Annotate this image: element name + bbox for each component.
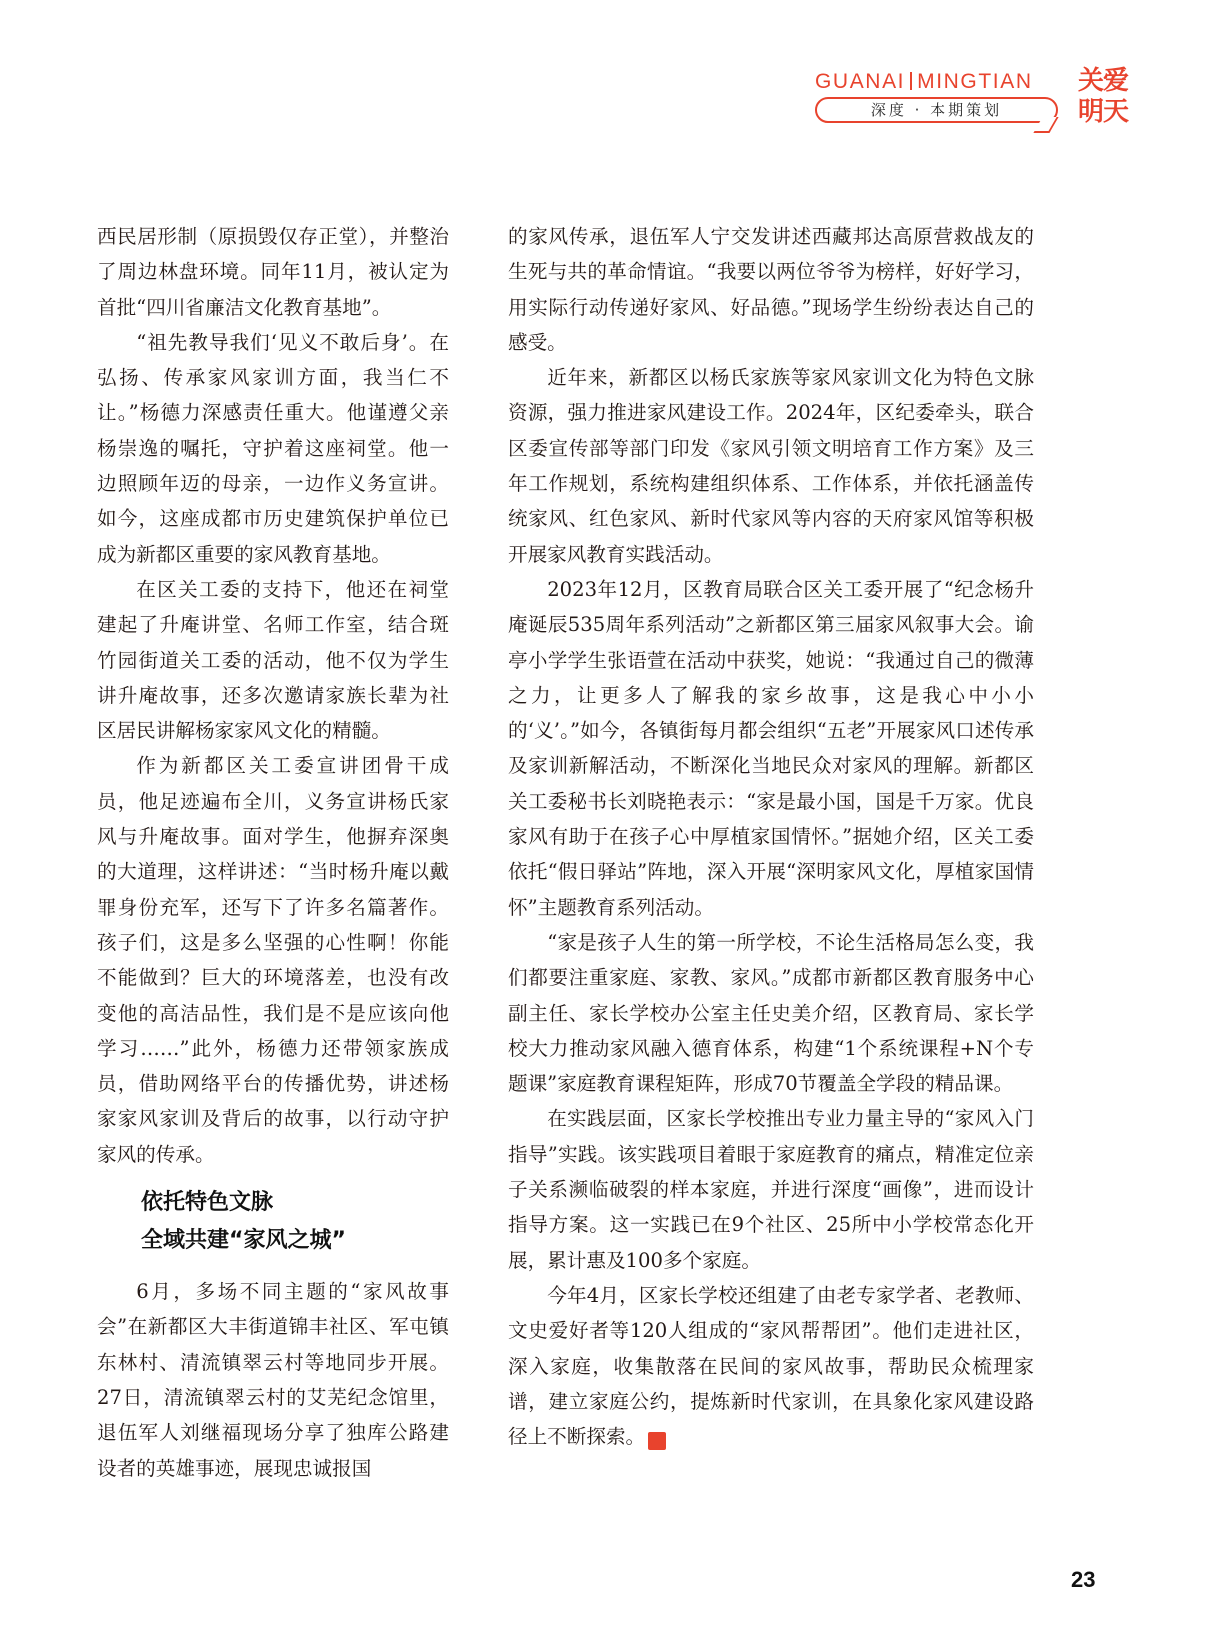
- paragraph: 在区关工委的支持下，他还在祠堂建起了升庵讲堂、名师工作室，结合斑竹园街道关工委的活动，他不仅为学生讲升庵故事，还多次邀请家族长辈为社区居民讲解杨家家风文化的精髓。: [97, 577, 449, 743]
- paragraph: 西民居形制（原损毁仅存正堂），并整治了周边林盘环境。同年11月，被认定为首批“四川省廉洁文化教育基地”。: [97, 225, 449, 319]
- paragraph: 2023年12月，区教育局联合区关工委开展了“纪念杨升庵诞辰535周年系列活动”之新都区第三届家风叙事大会。谕亭小学学生张语萱在活动中获奖，她说：“我通过自己的微薄之力，让更多人了解我的家乡故事，这是我心中小小的‘义’。”如今，各镇街每月都会组织“五老”开展家风口述传承及家训新解活动，不断深化当地民众对家风的理解。新都区关工委秘书长刘晓艳表示：“家是最小国，国是千万家。优良家风有助于在孩子心中厚植家国情怀。”据她介绍，区关工委依托“假日驿站”阵地，深入开展“深明家风文化，厚植家国情怀”主题教育系列活动。: [508, 577, 1034, 919]
- logo-line-2: 明天: [1078, 97, 1129, 127]
- heading-line-1: 依托特色文脉: [141, 1190, 274, 1216]
- paragraph: 作为新都区关工委宣讲团骨干成员，他足迹遍布全川，义务宣讲杨氏家风与升庵故事。面对学生，他摒弃深奥的大道理，这样讲述：“当时杨升庵以戴罪身份充军，还写下了许多名篇著作。孩子们，这是多么坚强的心性啊！你能不能做到？巨大的环境落差，也没有改变他的高洁品性，我们是不是应该向他学习……”此外，杨德力还带领家族成员，借助网络平台的传播优势，讲述杨家家风家训及背后的故事，以行动守护家风的传承。: [97, 754, 449, 1166]
- paragraph: 的家风传承，退伍军人宁交发讲述西藏邦达高原营救战友的生死与共的革命情谊。“我要以两位爷爷为榜样，好好学习，用实际行动传递好家风、好品德。”现场学生纷纷表达自己的感受。: [508, 225, 1034, 354]
- brand-divider: [910, 72, 912, 90]
- heading-line-2: 全域共建“家风之城”: [141, 1228, 346, 1254]
- paragraph: “家是孩子人生的第一所学校，不论生活格局怎么变，我们都要注重家庭、家教、家风。”成都市新都区教育服务中心副主任、家长学校办公室主任史美介绍，区教育局、家长学校大力推动家风融入德育体系，构建“1个系统课程+N个专题课”家庭教育课程矩阵，形成70节覆盖全学段的精品课。: [508, 930, 1034, 1096]
- page-number: 23: [1071, 1567, 1096, 1592]
- section-label: 深度 · 本期策划: [815, 97, 1058, 123]
- magazine-logo: [1078, 66, 1128, 130]
- brand-left: GUANAI: [815, 70, 906, 93]
- paragraph: 近年来，新都区以杨氏家族等家风家训文化为特色文脉资源，强力推进家风建设工作。2024年，区纪委牵头，联合区委宣传部等部门印发《家风引领文明培育工作方案》及三年工作规划，系统构建组织体系、工作体系，并依托涵盖传统家风、红色家风、新时代家风等内容的天府家风馆等积极开展家风教育实践活动。: [508, 366, 1034, 566]
- masthead-english: [815, 70, 1070, 94]
- logo-line-1: 关爱: [1078, 66, 1129, 96]
- section-heading: [141, 1184, 449, 1260]
- paragraph: 6月，多场不同主题的“家风故事会”在新都区大丰街道锦丰社区、军屯镇东林村、清流镇翠云村等地同步开展。27日，清流镇翠云村的艾芜纪念馆里，退伍军人刘继福现场分享了独库公路建设者的英雄事迹，展现忠诚报国: [97, 1280, 449, 1480]
- paragraph-text: 今年4月，区家长学校还组建了由老专家学者、老教师、文史爱好者等120人组成的“家风帮帮团”。他们走进社区，深入家庭，收集散落在民间的家风故事，帮助民众梳理家谱，建立家庭公约，提炼新时代家训，在具象化家风建设路径上不断探索。: [508, 1283, 1034, 1449]
- masthead: [815, 66, 1195, 136]
- paragraph: “祖先教导我们‘见义不敢后身’。在弘扬、传承家风家训方面，我当仁不让。”杨德力深感责任重大。他谨遵父亲杨崇逸的嘱托，守护着这座祠堂。他一边照顾年迈的母亲，一边作义务宣讲。如今，这座成都市历史建筑保护单位已成为新都区重要的家风教育基地。: [97, 330, 449, 566]
- left-column: [97, 219, 449, 1486]
- paragraph: 在实践层面，区家长学校推出专业力量主导的“家风入门指导”实践。该实践项目着眼于家庭教育的痛点，精准定位亲子关系濒临破裂的样本家庭，并进行深度“画像”，进而设计指导方案。这一实践已在9个社区、25所中小学校常态化开展，累计惠及100多个家庭。: [508, 1107, 1034, 1272]
- end-mark-icon: 天: [648, 1432, 666, 1450]
- paragraph-last: [508, 1278, 1034, 1454]
- brand-right: MINGTIAN: [917, 70, 1033, 93]
- right-column: [508, 219, 1034, 1454]
